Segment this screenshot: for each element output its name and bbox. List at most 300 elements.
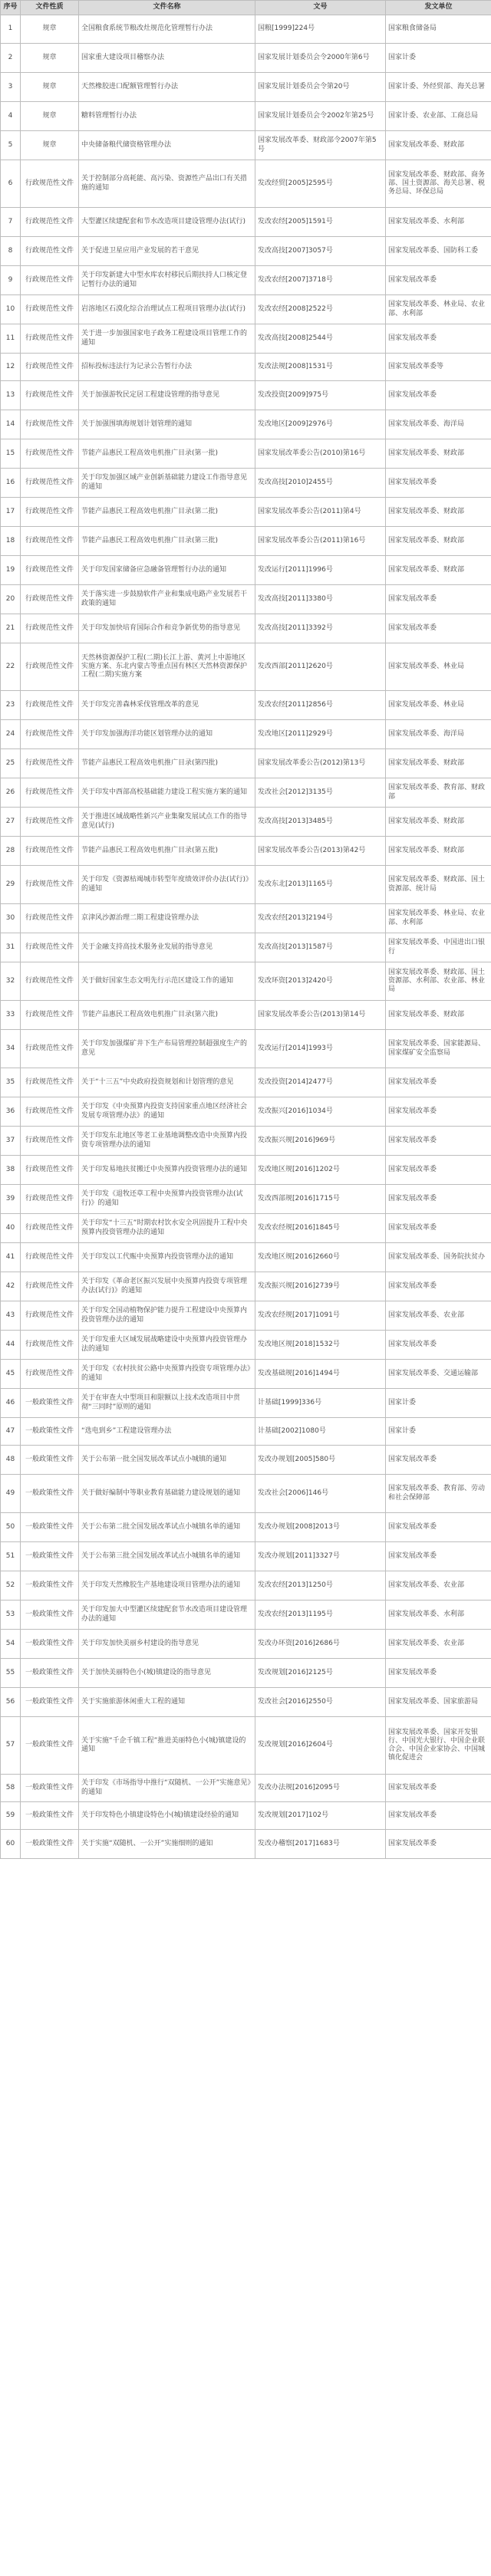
- cell-type: 行政规范性文件: [21, 556, 79, 585]
- cell-doc-no: 国家发展改革委公告(2011)第16号: [255, 527, 386, 556]
- table-row: [1, 1601, 491, 1630]
- table-row: [1, 439, 491, 469]
- cell-type: 一般政策性文件: [21, 1659, 79, 1688]
- header-doc-no: 文号: [255, 1, 386, 15]
- table-row: [1, 1717, 491, 1775]
- table-row: [1, 1301, 491, 1331]
- cell-name: 关于加强游牧民定居工程建设管理的指导意见: [79, 381, 255, 410]
- cell-issuer: 国家发展改革委、财政部: [386, 837, 491, 866]
- cell-doc-no: 国家发展计划委员会令第20号: [255, 73, 386, 102]
- cell-type: 行政规范性文件: [21, 1301, 79, 1331]
- cell-name: 关于推进区域战略性新兴产业集聚发展试点工作的指导意见(试行): [79, 808, 255, 837]
- cell-type: 一般政策性文件: [21, 1418, 79, 1446]
- cell-name: 关于印发加强海洋功能区划管理办法的通知: [79, 720, 255, 749]
- cell-issuer: 国家发展改革委、农业部: [386, 1571, 491, 1601]
- cell-doc-no: 发改高技[2011]3380号: [255, 585, 386, 614]
- cell-name: 关于印发东北地区等老工业基地调整改造中央预算内投资专项管理办法的通知: [79, 1127, 255, 1156]
- cell-doc-no: 国家发展计划委员会令2002年第25号: [255, 102, 386, 131]
- cell-issuer: 国家发展改革委、教育部、财政部: [386, 778, 491, 808]
- cell-type: 行政规范性文件: [21, 1272, 79, 1301]
- cell-issuer: 国家发展改革委、农业部: [386, 1630, 491, 1659]
- cell-doc-no: 发改西部[2011]2620号: [255, 643, 386, 691]
- cell-name: 关于落实进一步鼓励软件产业和集成电路产业发展若干政策的通知: [79, 585, 255, 614]
- header-no: 序号: [1, 1, 21, 15]
- table-row: [1, 1418, 491, 1446]
- table-row: [1, 691, 491, 720]
- cell-type: 一般政策性文件: [21, 1513, 79, 1542]
- cell-no: 41: [1, 1243, 21, 1272]
- table-row: [1, 614, 491, 643]
- cell-name: 关于实施“千企千镇工程”推进美丽特色小(城)镇建设的通知: [79, 1717, 255, 1775]
- cell-doc-no: 国家发展计划委员会令2000年第6号: [255, 44, 386, 73]
- table-row: [1, 1802, 491, 1830]
- table-row: [1, 1775, 491, 1802]
- cell-name: 关于“十三五”中央政府投资规划和计划管理的意见: [79, 1068, 255, 1097]
- cell-issuer: 国家发展改革委: [386, 614, 491, 643]
- cell-issuer: 国家计委、农业部、工商总局: [386, 102, 491, 131]
- cell-issuer: 国家计委、外经贸部、海关总署: [386, 73, 491, 102]
- cell-name: 关于印发中西部高校基础能力建设工程实施方案的通知: [79, 778, 255, 808]
- table-row: [1, 295, 491, 324]
- cell-doc-no: 发改地区规[2016]1202号: [255, 1156, 386, 1185]
- cell-no: 37: [1, 1127, 21, 1156]
- cell-type: 一般政策性文件: [21, 1601, 79, 1630]
- cell-issuer: 国家发展改革委: [386, 1097, 491, 1127]
- cell-no: 55: [1, 1659, 21, 1688]
- cell-type: 一般政策性文件: [21, 1571, 79, 1601]
- cell-issuer: 国家发展改革委、财政部、国土资源部、统计局: [386, 866, 491, 904]
- cell-issuer: 国家发展改革委、中国进出口银行: [386, 933, 491, 962]
- cell-no: 26: [1, 778, 21, 808]
- table-row: [1, 1688, 491, 1717]
- cell-issuer: 国家发展改革委、财政部: [386, 808, 491, 837]
- cell-doc-no: 发改地区规[2016]2660号: [255, 1243, 386, 1272]
- cell-doc-no: 发改地区规[2018]1532号: [255, 1331, 386, 1360]
- table-row: [1, 102, 491, 131]
- cell-issuer: 国家发展改革委、农业部: [386, 1301, 491, 1331]
- cell-type: 行政规范性文件: [21, 381, 79, 410]
- cell-doc-no: 发改农经[2013]1195号: [255, 1601, 386, 1630]
- table-row: [1, 73, 491, 102]
- table-row: [1, 1659, 491, 1688]
- cell-doc-no: 发改农经[2007]3718号: [255, 266, 386, 295]
- cell-issuer: 国家发展改革委、林业局、农业部、水利部: [386, 295, 491, 324]
- cell-issuer: 国家发展改革委: [386, 1830, 491, 1859]
- cell-name: 关于印发全国动植物保护能力提升工程建设中央预算内投资管理办法的通知: [79, 1301, 255, 1331]
- cell-issuer: 国家发展改革委: [386, 469, 491, 498]
- cell-doc-no: 发改高技[2011]3392号: [255, 614, 386, 643]
- cell-doc-no: 发改办规划[2011]3327号: [255, 1542, 386, 1571]
- cell-no: 15: [1, 439, 21, 469]
- cell-doc-no: 发改基础规[2016]1494号: [255, 1360, 386, 1389]
- cell-no: 52: [1, 1571, 21, 1601]
- cell-no: 53: [1, 1601, 21, 1630]
- cell-type: 一般政策性文件: [21, 1630, 79, 1659]
- table-row: [1, 643, 491, 691]
- cell-name: 节能产品惠民工程高效电机推广目录(第四批): [79, 749, 255, 778]
- table-row: [1, 904, 491, 933]
- table-row: [1, 1097, 491, 1127]
- cell-doc-no: 发改西部规[2016]1715号: [255, 1185, 386, 1214]
- table-row: [1, 749, 491, 778]
- cell-name: 关于印发重大区域发展战略建设中央预算内投资管理办法的通知: [79, 1331, 255, 1360]
- cell-type: 行政规范性文件: [21, 410, 79, 439]
- cell-issuer: 国家发展改革委、财政部: [386, 498, 491, 527]
- cell-issuer: 国家发展改革委、交通运输部: [386, 1360, 491, 1389]
- cell-type: 行政规范性文件: [21, 354, 79, 381]
- cell-type: 行政规范性文件: [21, 808, 79, 837]
- cell-no: 56: [1, 1688, 21, 1717]
- cell-no: 40: [1, 1214, 21, 1243]
- table-header-row: [1, 1, 491, 15]
- cell-doc-no: 发改规划[2016]2125号: [255, 1659, 386, 1688]
- table-row: [1, 1214, 491, 1243]
- cell-no: 49: [1, 1475, 21, 1513]
- cell-doc-no: 发改运行[2011]1996号: [255, 556, 386, 585]
- cell-doc-no: 发改投资[2014]2477号: [255, 1068, 386, 1097]
- table-row: [1, 1513, 491, 1542]
- table-row: [1, 381, 491, 410]
- cell-doc-no: 发改投资[2009]975号: [255, 381, 386, 410]
- cell-doc-no: 发改地区[2009]2976号: [255, 410, 386, 439]
- cell-no: 2: [1, 44, 21, 73]
- cell-no: 7: [1, 208, 21, 237]
- table-row: [1, 324, 491, 354]
- cell-type: 行政规范性文件: [21, 469, 79, 498]
- cell-issuer: 国家发展改革委: [386, 266, 491, 295]
- table-row: [1, 1630, 491, 1659]
- cell-issuer: 国家发展改革委: [386, 1542, 491, 1571]
- cell-no: 43: [1, 1301, 21, 1331]
- cell-no: 58: [1, 1775, 21, 1802]
- cell-issuer: 国家发展改革委、林业局: [386, 691, 491, 720]
- cell-no: 59: [1, 1802, 21, 1830]
- cell-doc-no: 发改办规划[2008]2013号: [255, 1513, 386, 1542]
- cell-doc-no: 发改农经[2008]2522号: [255, 295, 386, 324]
- cell-type: 行政规范性文件: [21, 1001, 79, 1030]
- table-row: [1, 1389, 491, 1418]
- table-row: [1, 208, 491, 237]
- table-row: [1, 1068, 491, 1097]
- cell-no: 4: [1, 102, 21, 131]
- cell-name: 关于印发《中央预算内投资支持国家重点地区经济社会发展专项管理办法》的通知: [79, 1097, 255, 1127]
- cell-no: 48: [1, 1446, 21, 1475]
- cell-no: 33: [1, 1001, 21, 1030]
- table-row: [1, 778, 491, 808]
- table-row: [1, 527, 491, 556]
- cell-name: 关于做好国家生态文明先行示范区建设工作的通知: [79, 962, 255, 1001]
- cell-type: 行政规范性文件: [21, 1360, 79, 1389]
- cell-name: 节能产品惠民工程高效电机推广目录(第三批): [79, 527, 255, 556]
- cell-doc-no: 发改办法规[2016]2095号: [255, 1775, 386, 1802]
- cell-name: 节能产品惠民工程高效电机推广目录(第二批): [79, 498, 255, 527]
- cell-doc-no: 发改社会[2006]146号: [255, 1475, 386, 1513]
- cell-doc-no: 计基础[1999]336号: [255, 1389, 386, 1418]
- table-row: [1, 469, 491, 498]
- cell-type: 一般政策性文件: [21, 1542, 79, 1571]
- cell-type: 行政规范性文件: [21, 778, 79, 808]
- cell-type: 行政规范性文件: [21, 1243, 79, 1272]
- table-row: [1, 837, 491, 866]
- cell-issuer: 国家计委: [386, 1389, 491, 1418]
- cell-no: 32: [1, 962, 21, 1001]
- cell-doc-no: 发改农经[2005]1591号: [255, 208, 386, 237]
- cell-type: 行政规范性文件: [21, 585, 79, 614]
- header-issuer: 发文单位: [386, 1, 491, 15]
- cell-name: 节能产品惠民工程高效电机推广目录(第一批): [79, 439, 255, 469]
- cell-type: 行政规范性文件: [21, 837, 79, 866]
- cell-no: 47: [1, 1418, 21, 1446]
- cell-issuer: 国家发展改革委、海洋局: [386, 410, 491, 439]
- cell-name: 关于金融支持高技术服务业发展的指导意见: [79, 933, 255, 962]
- cell-doc-no: 发改环资[2013]2420号: [255, 962, 386, 1001]
- table-row: [1, 933, 491, 962]
- cell-issuer: 国家发展改革委、财政部: [386, 1001, 491, 1030]
- cell-doc-no: 发改高技[2007]3057号: [255, 237, 386, 266]
- cell-type: 一般政策性文件: [21, 1688, 79, 1717]
- cell-name: “选电到乡”工程建设管理办法: [79, 1418, 255, 1446]
- cell-no: 14: [1, 410, 21, 439]
- cell-name: 关于促进卫星应用产业发展的若干意见: [79, 237, 255, 266]
- cell-no: 50: [1, 1513, 21, 1542]
- cell-no: 44: [1, 1331, 21, 1360]
- cell-type: 行政规范性文件: [21, 295, 79, 324]
- cell-type: 行政规范性文件: [21, 1331, 79, 1360]
- cell-issuer: 国家发展改革委、财政部: [386, 556, 491, 585]
- table-row: [1, 354, 491, 381]
- cell-no: 29: [1, 866, 21, 904]
- cell-issuer: 国家发展改革委、国防科工委: [386, 237, 491, 266]
- cell-issuer: 国家发展改革委、海洋局: [386, 720, 491, 749]
- cell-issuer: 国家发展改革委: [386, 1331, 491, 1360]
- table-row: [1, 1272, 491, 1301]
- cell-no: 10: [1, 295, 21, 324]
- cell-doc-no: 发改农经[2013]1250号: [255, 1571, 386, 1601]
- cell-name: 关于公布第三批全国发展改革试点小城镇名单的通知: [79, 1542, 255, 1571]
- table-row: [1, 866, 491, 904]
- cell-no: 13: [1, 381, 21, 410]
- table-row: [1, 1331, 491, 1360]
- table-row: [1, 498, 491, 527]
- cell-name: 全国粮食系统节粮改灶规范化管理暂行办法: [79, 15, 255, 44]
- cell-no: 19: [1, 556, 21, 585]
- table-row: [1, 266, 491, 295]
- cell-type: 行政规范性文件: [21, 237, 79, 266]
- cell-no: 45: [1, 1360, 21, 1389]
- cell-name: 关于进一步加强国家电子政务工程建设项目管理工作的通知: [79, 324, 255, 354]
- cell-doc-no: 发改办环资[2016]2686号: [255, 1630, 386, 1659]
- cell-no: 39: [1, 1185, 21, 1214]
- cell-doc-no: 国家发展改革委公告(2010)第16号: [255, 439, 386, 469]
- cell-doc-no: 发改农经规[2016]1845号: [255, 1214, 386, 1243]
- cell-issuer: 国家发展改革委: [386, 1775, 491, 1802]
- cell-doc-no: 发改社会[2012]3135号: [255, 778, 386, 808]
- cell-no: 9: [1, 266, 21, 295]
- cell-no: 42: [1, 1272, 21, 1301]
- cell-issuer: 国家发展改革委: [386, 1659, 491, 1688]
- cell-no: 24: [1, 720, 21, 749]
- cell-no: 35: [1, 1068, 21, 1097]
- table-row: [1, 1127, 491, 1156]
- cell-name: 关于印发新建大中型水库农村移民后期扶持人口核定登记暂行办法的通知: [79, 266, 255, 295]
- cell-doc-no: 发改高技[2008]2544号: [255, 324, 386, 354]
- cell-no: 16: [1, 469, 21, 498]
- cell-type: 行政规范性文件: [21, 266, 79, 295]
- cell-name: 关于实施“双随机、一公开”实施细则的通知: [79, 1830, 255, 1859]
- table-row: [1, 131, 491, 160]
- cell-type: 行政规范性文件: [21, 749, 79, 778]
- cell-doc-no: 发改振兴[2016]1034号: [255, 1097, 386, 1127]
- cell-doc-no: 发改振兴规[2016]2739号: [255, 1272, 386, 1301]
- cell-type: 行政规范性文件: [21, 720, 79, 749]
- cell-type: 规章: [21, 44, 79, 73]
- table-row: [1, 1830, 491, 1859]
- cell-no: 34: [1, 1030, 21, 1068]
- cell-issuer: 国家计委: [386, 44, 491, 73]
- cell-type: 一般政策性文件: [21, 1446, 79, 1475]
- cell-doc-no: 发改农经[2013]2194号: [255, 904, 386, 933]
- table-row: [1, 15, 491, 44]
- cell-type: 一般政策性文件: [21, 1717, 79, 1775]
- header-type: 文件性质: [21, 1, 79, 15]
- cell-name: 关于印发天然橡胶生产基地建设项目管理办法的通知: [79, 1571, 255, 1601]
- cell-name: 关于印发“十三五”时期农村饮水安全巩固提升工程中央预算内投资管理办法的通知: [79, 1214, 255, 1243]
- cell-no: 36: [1, 1097, 21, 1127]
- table-row: [1, 1446, 491, 1475]
- cell-type: 规章: [21, 102, 79, 131]
- cell-doc-no: 国家发展改革委公告(2011)第4号: [255, 498, 386, 527]
- cell-no: 22: [1, 643, 21, 691]
- cell-name: 关于公布第一批全国发展改革试点小城镇的通知: [79, 1446, 255, 1475]
- cell-no: 12: [1, 354, 21, 381]
- cell-issuer: 国家发展改革委: [386, 1513, 491, 1542]
- cell-name: 关于印发《市场指导中推行“双随机、一公开”实施意见》的通知: [79, 1775, 255, 1802]
- cell-doc-no: 国家发展改革委公告(2012)第13号: [255, 749, 386, 778]
- cell-doc-no: 国家发展改革委公告(2013)第42号: [255, 837, 386, 866]
- cell-no: 18: [1, 527, 21, 556]
- cell-issuer: 国家发展改革委、财政部: [386, 527, 491, 556]
- table-row: [1, 962, 491, 1001]
- cell-doc-no: 发改农经[2011]2856号: [255, 691, 386, 720]
- cell-type: 行政规范性文件: [21, 643, 79, 691]
- cell-type: 行政规范性文件: [21, 904, 79, 933]
- table-row: [1, 1185, 491, 1214]
- cell-issuer: 国家发展改革委: [386, 1156, 491, 1185]
- cell-no: 38: [1, 1156, 21, 1185]
- cell-issuer: 国家发展改革委、教育部、劳动和社会保障部: [386, 1475, 491, 1513]
- table-row: [1, 1030, 491, 1068]
- cell-doc-no: 发改规划[2016]2604号: [255, 1717, 386, 1775]
- cell-issuer: 国家发展改革委: [386, 1068, 491, 1097]
- cell-name: 关于印发完善森林采伐管理改革的意见: [79, 691, 255, 720]
- cell-name: 关于印发加强区域产业创新基础能力建设工作指导意见的通知: [79, 469, 255, 498]
- cell-no: 28: [1, 837, 21, 866]
- cell-no: 57: [1, 1717, 21, 1775]
- cell-issuer: 国家发展改革委、水利部: [386, 208, 491, 237]
- cell-name: 天然橡胶进口配额管理暂行办法: [79, 73, 255, 102]
- cell-doc-no: 发改农经规[2017]1091号: [255, 1301, 386, 1331]
- cell-name: 关于实施旅游休闲重大工程的通知: [79, 1688, 255, 1717]
- cell-no: 31: [1, 933, 21, 962]
- cell-name: 关于印发加快培育国际合作和竞争新优势的指导意见: [79, 614, 255, 643]
- cell-type: 一般政策性文件: [21, 1830, 79, 1859]
- cell-issuer: 国家发展改革委: [386, 1446, 491, 1475]
- cell-doc-no: 发改高技[2013]1587号: [255, 933, 386, 962]
- cell-type: 行政规范性文件: [21, 1127, 79, 1156]
- cell-no: 30: [1, 904, 21, 933]
- cell-doc-no: 发改高技[2010]2455号: [255, 469, 386, 498]
- table-row: [1, 160, 491, 208]
- table-row: [1, 44, 491, 73]
- cell-issuer: 国家发展改革委、财政部、国土资源部、水利部、农业部、林业局: [386, 962, 491, 1001]
- cell-doc-no: 发改办规划[2005]580号: [255, 1446, 386, 1475]
- cell-doc-no: 发改经贸[2005]2595号: [255, 160, 386, 208]
- cell-name: 关于公布第二批全国发展改革试点小城镇名单的通知: [79, 1513, 255, 1542]
- cell-doc-no: 国家发展改革委、财政部令2007年第5号: [255, 131, 386, 160]
- cell-name: 关于印发《资源枯竭城市转型年度绩效评价办法(试行)》的通知: [79, 866, 255, 904]
- cell-issuer: 国家发展改革委: [386, 585, 491, 614]
- cell-name: 糖料管理暂行办法: [79, 102, 255, 131]
- cell-name: 节能产品惠民工程高效电机推广目录(第六批): [79, 1001, 255, 1030]
- cell-doc-no: 发改规划[2017]102号: [255, 1802, 386, 1830]
- cell-type: 行政规范性文件: [21, 208, 79, 237]
- cell-issuer: 国家发展改革委、财政部: [386, 749, 491, 778]
- table-row: [1, 410, 491, 439]
- cell-type: 一般政策性文件: [21, 1802, 79, 1830]
- cell-type: 规章: [21, 131, 79, 160]
- cell-name: 关于印发加强煤矿井下生产布局管理控制超强度生产的意见: [79, 1030, 255, 1068]
- cell-no: 25: [1, 749, 21, 778]
- cell-type: 行政规范性文件: [21, 324, 79, 354]
- cell-issuer: 国家发展改革委、国务院扶贫办: [386, 1243, 491, 1272]
- cell-no: 51: [1, 1542, 21, 1571]
- cell-type: 行政规范性文件: [21, 160, 79, 208]
- cell-no: 23: [1, 691, 21, 720]
- cell-issuer: 国家发展改革委: [386, 1185, 491, 1214]
- cell-type: 行政规范性文件: [21, 962, 79, 1001]
- cell-name: 节能产品惠民工程高效电机推广目录(第五批): [79, 837, 255, 866]
- table-row: [1, 1156, 491, 1185]
- table-row: [1, 556, 491, 585]
- cell-doc-no: 发改东北[2013]1165号: [255, 866, 386, 904]
- cell-type: 规章: [21, 15, 79, 44]
- cell-issuer: 国家发展改革委、国家旅游局: [386, 1688, 491, 1717]
- cell-no: 8: [1, 237, 21, 266]
- cell-doc-no: 国粮[1999]224号: [255, 15, 386, 44]
- cell-no: 21: [1, 614, 21, 643]
- cell-name: 关于控制部分高耗能、高污染、资源性产品出口有关措施的通知: [79, 160, 255, 208]
- cell-issuer: 国家发展改革委、财政部: [386, 439, 491, 469]
- cell-doc-no: 计基础[2002]1080号: [255, 1418, 386, 1446]
- cell-name: 关于印发《退牧还草工程中央预算内投资管理办法(试行)》的通知: [79, 1185, 255, 1214]
- cell-type: 行政规范性文件: [21, 527, 79, 556]
- cell-name: 关于印发加快美丽乡村建设的指导意见: [79, 1630, 255, 1659]
- cell-type: 行政规范性文件: [21, 866, 79, 904]
- cell-type: 行政规范性文件: [21, 1030, 79, 1068]
- cell-type: 一般政策性文件: [21, 1775, 79, 1802]
- table-row: [1, 1475, 491, 1513]
- cell-no: 54: [1, 1630, 21, 1659]
- cell-no: 20: [1, 585, 21, 614]
- cell-name: 国家重大建设项目稽察办法: [79, 44, 255, 73]
- cell-doc-no: 发改社会[2016]2550号: [255, 1688, 386, 1717]
- cell-doc-no: 发改地区[2011]2929号: [255, 720, 386, 749]
- cell-name: 中央储备粮代储资格管理办法: [79, 131, 255, 160]
- table-row: [1, 1243, 491, 1272]
- table-row: [1, 720, 491, 749]
- cell-name: 关于印发《农村扶贫公路中央预算内投资专项管理办法》的通知: [79, 1360, 255, 1389]
- cell-issuer: 国家发展改革委、国家开发银行、中国光大银行、中国企业联合会、中国企业家协会、中国城镇化促进会: [386, 1717, 491, 1775]
